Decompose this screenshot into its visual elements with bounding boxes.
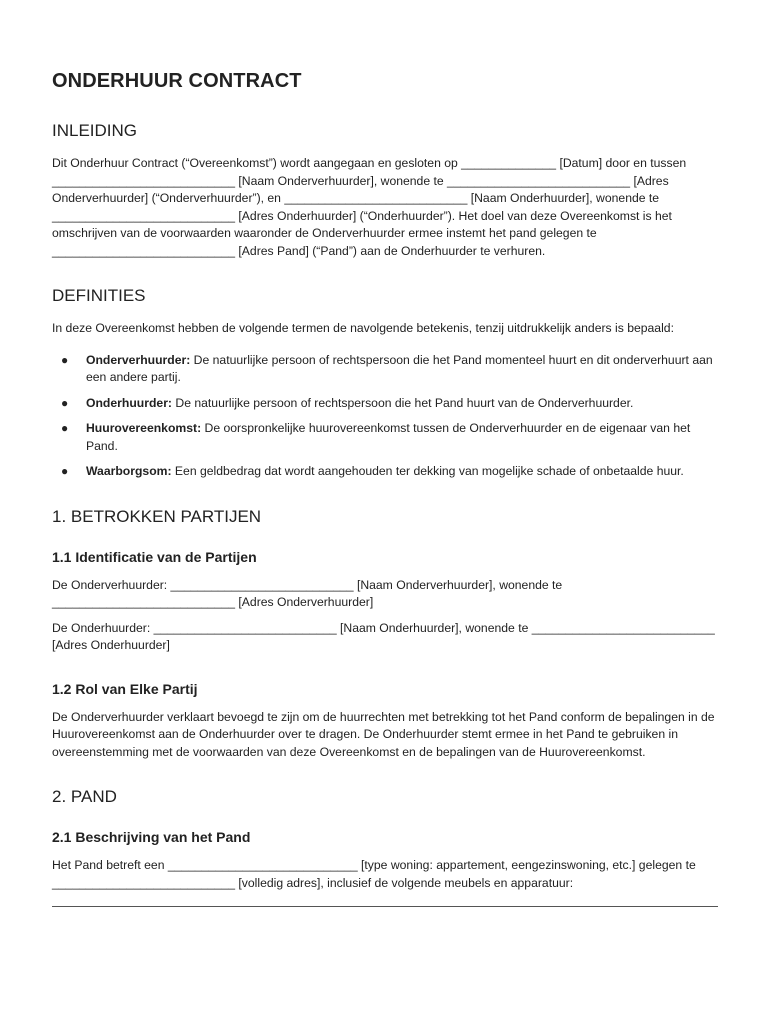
section-partijen <box>52 507 718 762</box>
section-inleiding <box>52 121 718 260</box>
subsection-1-2 <box>52 681 718 762</box>
bullet-icon: ● <box>61 352 69 367</box>
definities-list <box>52 352 718 481</box>
rol-text: De Onderverhuurder verklaart bevoegd te zijn om de huurrechten met betrekking tot het Pand conform de bepalingen in de Huurovereenkomst aan de Onderhuurder over te dragen. De Onderhuurder stemt ermee in het Pand te gebruiken in overeenstemming met de voorwaarden van deze Overeenkomst en de bepalingen van de Huurovereenkomst. <box>52 709 715 759</box>
list-item <box>52 463 718 481</box>
definition-term: Waarborgsom: <box>86 464 172 478</box>
definition-text: De natuurlijke persoon of rechtspersoon die het Pand momenteel huurt en dit onderverhuurt aan een andere partij. <box>86 352 713 384</box>
fill-in-line <box>52 906 718 907</box>
document-title: ONDERHUUR CONTRACT <box>52 70 302 92</box>
definition-text: Een geldbedrag dat wordt aangehouden ter dekking van mogelijke schade of onbetaalde huur. <box>171 464 684 478</box>
pand-beschrijving: Het Pand betreft een ____________________________ [type woning: appartement, eengezinswoning, etc.] gelegen te ___________________________ [volledig adres], inclusief de volgende meubels en apparatuur: <box>52 858 696 890</box>
section-pand <box>52 787 718 907</box>
definition-text: De oorspronkelijke huurovereenkomst tussen de Onderverhuurder en de eigenaar van het Pand. <box>86 421 691 453</box>
definition-term: Huurovereenkomst: <box>86 421 202 435</box>
heading-partijen: 1. BETROKKEN PARTIJEN <box>52 506 262 526</box>
heading-1-2: 1.2 Rol van Elke Partij <box>52 680 198 697</box>
list-item <box>52 352 718 387</box>
heading-2-1: 2.1 Beschrijving van het Pand <box>52 829 251 845</box>
bullet-icon: ● <box>61 421 69 435</box>
bullet-icon: ● <box>61 464 69 478</box>
heading-inleiding: INLEIDING <box>52 121 138 140</box>
heading-definities: DEFINITIES <box>52 286 146 305</box>
definities-intro: In deze Overeenkomst hebben de volgende termen de navolgende betekenis, tenzij uitdrukkelijk anders is bepaald: <box>52 321 674 335</box>
list-item <box>52 420 718 455</box>
inleiding-text: Dit Onderhuur Contract (“Overeenkomst”) wordt aangegaan en gesloten op ______________ [Datum] door en tussen ___________________________ [Naam Onderverhuurder], wonende te ___________________________ [Adres Onderverhuurder] (“Onderverhuurder”), en ___________________________ [Naam Onderhuurder], wonende te ___________________________ [Adres Onderhuurder] (“Onderhuurder”). Het doel van deze Overeenkomst is het omschrijven van de voorwaarden waaronder de Onderverhuurder ermee instemt het pand gelegen te ___________________________ [Adres Pand] (“Pand”) aan de Onderhuurder te verhuren. <box>52 156 687 258</box>
list-item <box>52 395 718 413</box>
bullet-icon: ● <box>61 395 69 410</box>
definition-text: De natuurlijke persoon of rechtspersoon die het Pand huurt van de Onderverhuurder. <box>172 395 634 410</box>
definition-term: Onderhuurder: <box>86 395 172 410</box>
heading-pand: 2. PAND <box>52 787 117 806</box>
subsection-1-1 <box>52 549 718 655</box>
definition-term: Onderverhuurder: <box>86 352 191 367</box>
partij-onderverhuurder: De Onderverhuurder: ___________________________ [Naam Onderverhuurder], wonende te ___________________________ [Adres Onderverhuurder] <box>52 577 563 609</box>
heading-1-1: 1.1 Identificatie van de Partijen <box>52 548 257 565</box>
subsection-2-1 <box>52 829 718 907</box>
section-definities <box>52 286 718 481</box>
partij-onderhuurder: De Onderhuurder: ___________________________ [Naam Onderhuurder], wonende te ___________________________ [Adres Onderhuurder] <box>52 620 715 652</box>
